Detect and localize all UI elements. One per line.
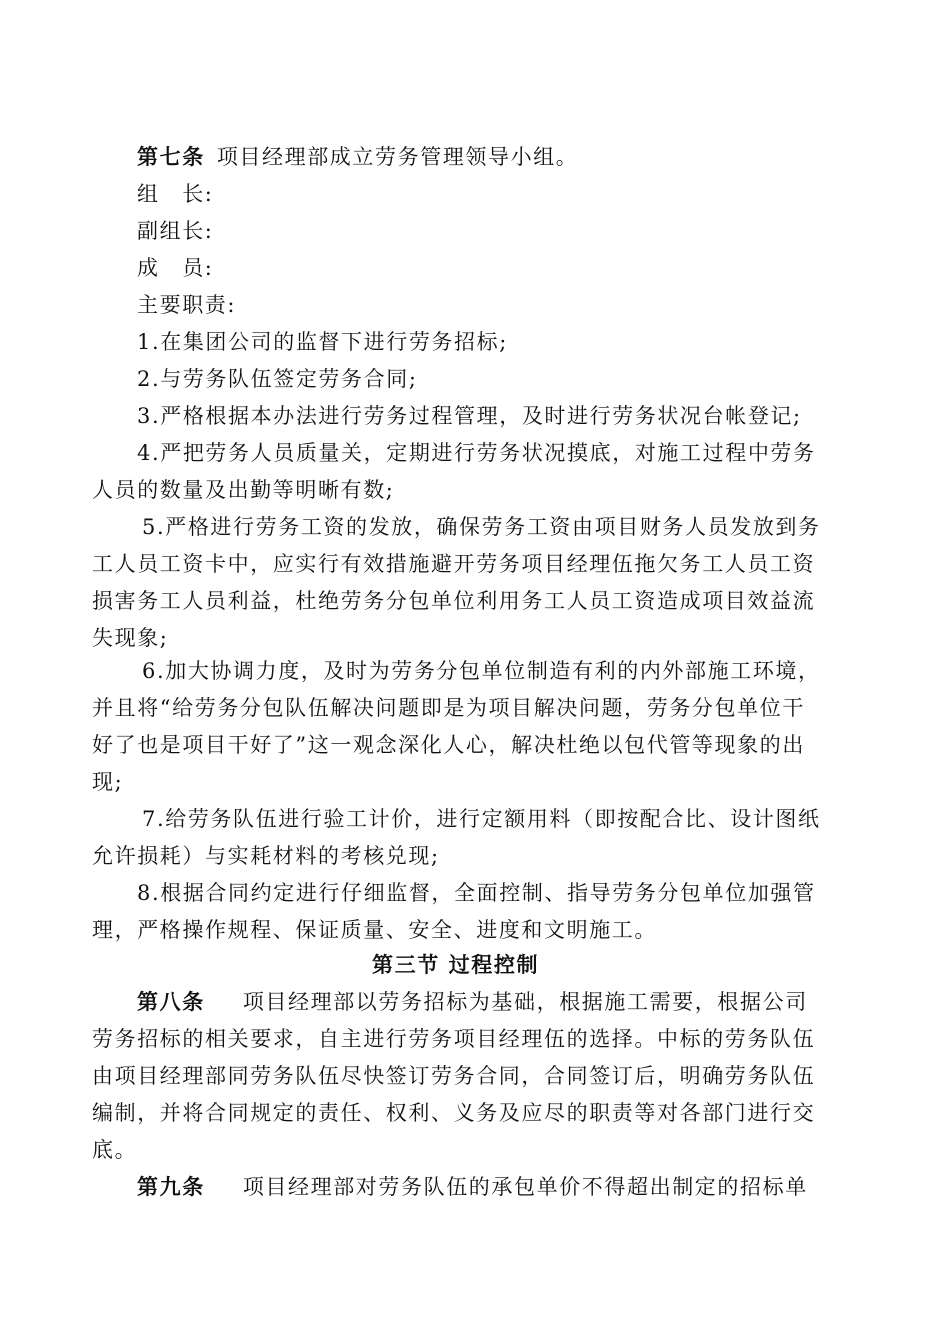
duties-label: 主要职责: xyxy=(137,293,237,317)
duty-4-line: 4.严把劳务人员质量关，定期进行劳务状况摸底，对施工过程中劳务 xyxy=(137,441,816,465)
article-8-line xyxy=(137,988,808,1016)
duty-1: 1.在集团公司的监督下进行劳务招标; xyxy=(137,330,508,354)
duty-2: 2.与劳务队伍签定劳务合同; xyxy=(137,367,418,391)
deputy-leader-line: 副组长: xyxy=(137,219,214,243)
article-7-label: 第七条 xyxy=(137,144,205,169)
duty-4-line: 人员的数量及出勤等明晰有数; xyxy=(92,478,395,502)
group-leader-line: 组 长: xyxy=(137,182,214,206)
article-8-line: 由项目经理部同劳务队伍尽快签订劳务合同，合同签订后，明确劳务队伍 xyxy=(92,1064,816,1088)
article-8-line: 劳务招标的相关要求，自主进行劳务项目经理伍的选择。中标的劳务队伍 xyxy=(92,1027,816,1051)
article-9-text: 项目经理部对劳务队伍的承包单价不得超出制定的招标单 xyxy=(242,1175,808,1199)
duty-8-line: 理，严格操作规程、保证质量、安全、进度和文明施工。 xyxy=(92,918,657,942)
duty-6-line: 好了也是项目干好了”这一观念深化人心，解决杜绝以包代管等现象的出 xyxy=(92,733,805,757)
article-7-line xyxy=(137,143,578,171)
article-8-line: 底。 xyxy=(92,1138,138,1162)
duty-6-line: 6.加大协调力度，及时为劳务分包单位制造有利的内外部施工环境， xyxy=(142,659,821,683)
article-9-label: 第九条 xyxy=(137,1174,205,1199)
duty-5-line: 工人员工资卡中，应实行有效措施避开劳务项目经理伍拖欠务工人员工资 xyxy=(92,552,816,576)
article-8-text: 项目经理部以劳务招标为基础，根据施工需要，根据公司 xyxy=(242,990,808,1014)
duty-5-line: 失现象; xyxy=(92,626,169,650)
article-9-line xyxy=(137,1173,808,1201)
duty-3: 3.严格根据本办法进行劳务过程管理，及时进行劳务状况台帐登记; xyxy=(137,404,802,428)
section-heading: 第三节 过程控制 xyxy=(372,952,540,977)
duty-6-line: 现; xyxy=(92,770,124,794)
duty-7-line: 允许损耗）与实耗材料的考核兑现; xyxy=(92,844,440,868)
duty-7-line: 7.给劳务队伍进行验工计价，进行定额用料（即按配合比、设计图纸 xyxy=(142,807,821,831)
duty-5-line: 损害务工人员利益，杜绝劳务分包单位利用务工人员工资造成项目效益流 xyxy=(92,589,816,613)
duty-8-line: 8.根据合同约定进行仔细监督，全面控制、指导劳务分包单位加强管 xyxy=(137,881,816,905)
members-line: 成 员: xyxy=(137,256,214,280)
article-8-label: 第八条 xyxy=(137,989,205,1014)
duty-6-line: 并且将“给劳务分包队伍解决问题即是为项目解决问题，劳务分包单位干 xyxy=(92,696,805,720)
article-7-text: 项目经理部成立劳务管理领导小组。 xyxy=(216,145,579,169)
duty-5-line: 5.严格进行劳务工资的发放，确保劳务工资由项目财务人员发放到务 xyxy=(142,515,821,539)
article-8-line: 编制，并将合同规定的责任、权利、义务及应尽的职责等对各部门进行交 xyxy=(92,1101,816,1125)
